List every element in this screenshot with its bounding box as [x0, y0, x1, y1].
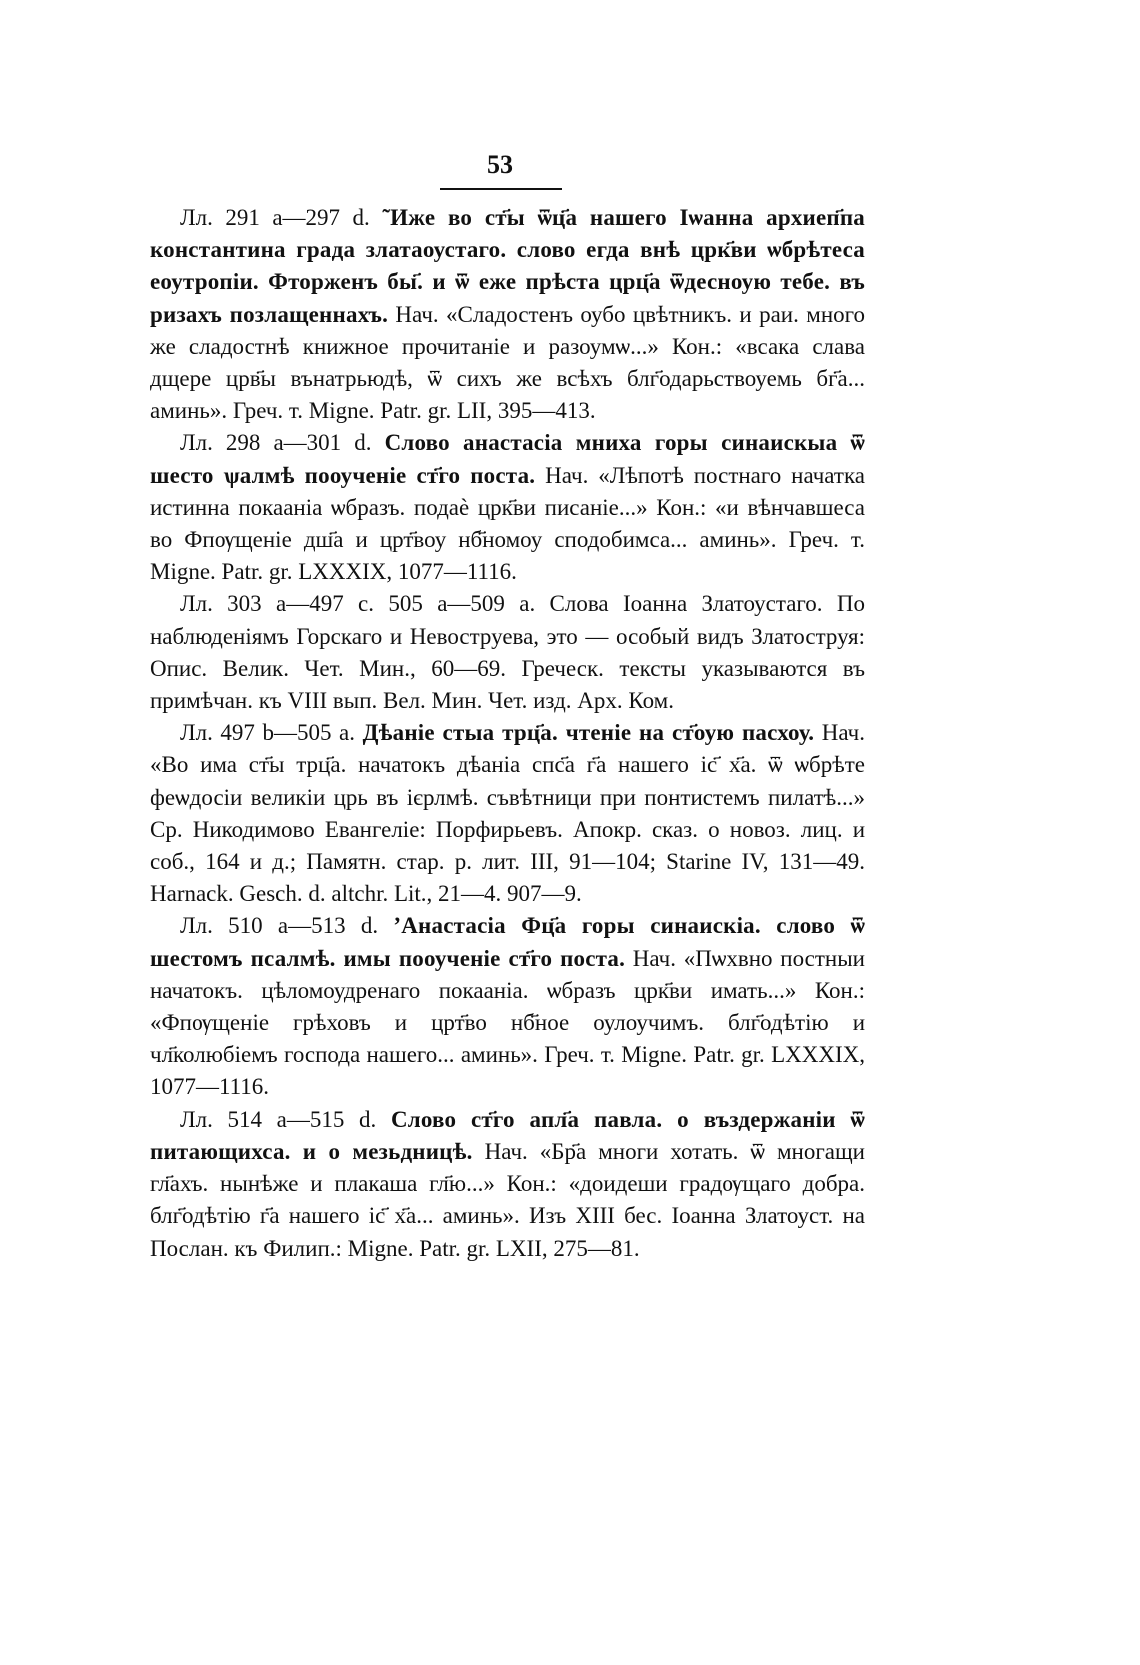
entry-leaves-303-509 [150, 588, 865, 717]
entry-slavonic-title: Слово ст҃го апл҃а павла. о въздержаніи ѿ питающихса. и о мезьдницѣ. [150, 1106, 865, 1164]
entry-leaves-510-513 [150, 910, 865, 1103]
entry-description: Нач. «Сладостенъ оубо цвѣтникъ. и раи. много же сладостнѣ книжное прочитаніе и разоумѡ...» Кон.: «всака слава дщере црв҃ы вънатрьюдѣ, ѿ сихъ же всѣхъ блг҃одарьствоуемь бг҃а... аминь». Греч. т. Migne. Patr. gr. LII, 395—413. [150, 301, 865, 424]
catalog-entries [150, 202, 865, 1265]
entry-description: Нач. «Лѣпотѣ постнаго начатка истинна покааніа ѡбразъ. подаѐ црк҃ви писаніе...» Кон.: «и вѣнчавшеса во Фпѹщеніе дш҃а и црт҃воу нб҃номоу сподобимса... аминь». Греч. т. Migne. Patr. gr. LXXXIX, 1077—1116. [150, 462, 866, 585]
entry-slavonic-title: Дѣаніе стыа трц҃а. чтеніе на ст҃оую пасхоу. [362, 720, 815, 746]
page-number-rule [440, 188, 562, 190]
entry-leaves-291-297 [150, 202, 865, 427]
page-number: 53 [487, 150, 513, 179]
entry-description: Нач. «Бр҃а многи хотать. ѿ многащи гл҃ахъ. нынѣже и плакаша гл҃ю...» Кон.: «доидеши градѹщаго добра. блг҃одѣтію г҃а нашего іс҃ х҃а... аминь». Изъ XIII бес. Іоанна Златоуст. на Послан. къ Филип.: Migne. Patr. gr. LXII, 275—81. [150, 1138, 865, 1261]
entry-slavonic-title: ’Анастасіа Фц҃а горы синаискіа. слово ѿ шестомъ псалмѣ. имы пооученіе ст҃го поста. [150, 913, 865, 971]
entry-leaves-298-301 [150, 427, 865, 588]
entry-description: Нач. «Пѡхвно постныи начатокъ. цѣломоудренаго покааніа. ѡбразъ црк҃ви имать...» Кон.: «Фпѹщеніе грѣховъ и црт҃во нб҃ное оулоучимъ. блг҃одѣтію и чл҃колюбіемъ господа нашего... аминь». Греч. т. Migne. Patr. gr. LXXXIX, 1077—1116. [150, 945, 865, 1100]
entry-leaves-514-515 [150, 1104, 865, 1265]
entry-leaves-497-505 [150, 717, 865, 910]
entry-reference: Лл. 514 a—515 d. [180, 1106, 391, 1132]
entry-description: Слова Іоанна Златоустаго. По наблюденіямъ Горскаго и Невоструева, это — особый видъ Златоструя: Опис. Велик. Чет. Мин., 60—69. Греческ. тексты указываются въ примѣчан. къ VIII вып. Вел. Мин. Чет. изд. Арх. Ком. [150, 591, 865, 714]
entry-description: Нач. «Во има ст҃ы трц҃а. начатокъ дѣаніа спс҃а г҃а нашего іс҃ х҃а. ѿ ѡбрѣте феѡдосіи великіи црь въ ієрлмѣ. съвѣтници при понтистемъ пилатѣ...» Ср. Никодимово Евангеліе: Порфирьевъ. Апокр. сказ. о новоз. лиц. и соб., 164 и д.; Памятн. стар. р. лит. III, 91—104; Starine IV, 131—49. Harnack. Gesch. d. altchr. Lit., 21—4. 907—9. [150, 720, 865, 907]
entry-slavonic-title: ῀Иже во ст҃ы ѿц҃а нашего Іѡанна архиеп҃па константина града златаоустаго. слово егда внѣ црк҃ви ѡбрѣтеса еоутропіи. Фторженъ бы҃. и ѿ еже прѣста црц҃а ѿдесноую тебе. въ ризахъ позлащеннахъ. [150, 205, 865, 327]
entry-reference: Лл. 291 a—297 d. [180, 205, 383, 230]
entry-reference: Лл. 497 b—505 a. [180, 720, 363, 746]
entry-reference: Лл. 303 a—497 c. 505 a—509 a. [180, 591, 550, 617]
entry-slavonic-title: Слово анастасіа мниха горы синаискыа ѿ шесто ѱалмѣ пооученіе ст҃го поста. [150, 430, 865, 488]
entry-reference: Лл. 510 a—513 d. [180, 913, 394, 939]
entry-reference: Лл. 298 a—301 d. [180, 430, 385, 456]
